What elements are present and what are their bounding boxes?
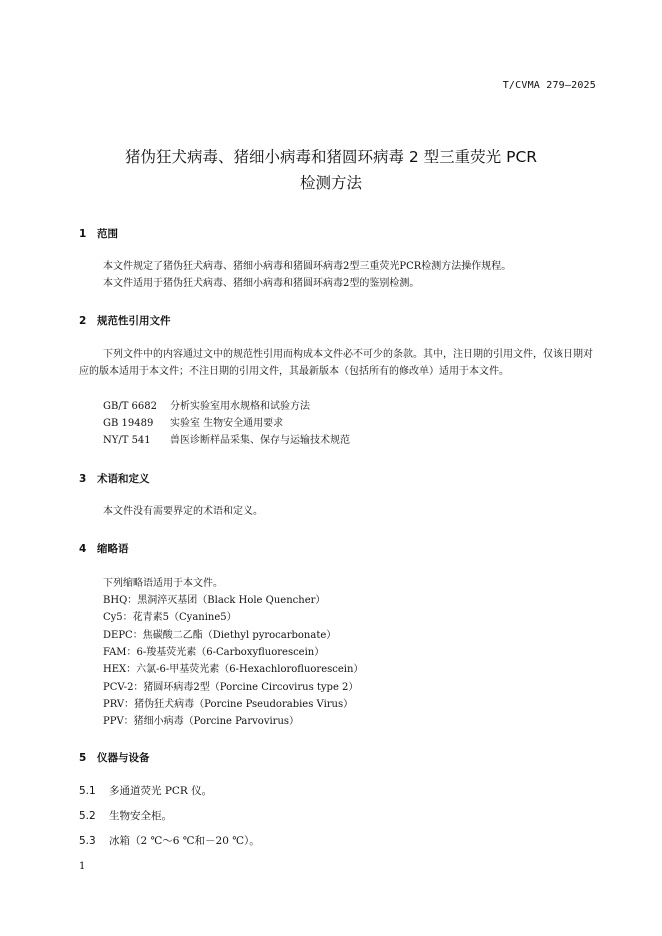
section-2-heading xyxy=(79,313,171,328)
equipment-item xyxy=(79,833,260,848)
item-text: 生物安全柜。 xyxy=(109,810,172,822)
section-number: 4 xyxy=(79,543,87,555)
title-line-1: 猪伪狂犬病毒、猪细小病毒和猪圆环病毒 2 型三重荧光 PCR xyxy=(124,148,538,166)
scope-paragraph-1: 本文件规定了猪伪狂犬病毒、猪细小病毒和猪圆环病毒2型三重荧光PCR检测方法操作规程。 xyxy=(103,261,512,272)
title-line-2: 检测方法 xyxy=(299,174,362,192)
item-number: 5.3 xyxy=(79,835,96,847)
abbreviations-intro: 下列缩略语适用于本文件。 xyxy=(103,578,223,589)
item-number: 5.2 xyxy=(79,810,96,822)
section-number: 2 xyxy=(79,315,87,327)
section-title: 仪器与设备 xyxy=(97,752,150,764)
reference-item xyxy=(103,431,350,446)
references-intro: 下列文件中的内容通过文中的规范性引用而构成本文件必不可少的条款。其中，注日期的引用文件，仅该日期对应的版本适用于本文件；不注日期的引用文件，其最新版本（包括所有的修改单）适用于本文件。 xyxy=(79,349,593,377)
section-title: 术语和定义 xyxy=(97,473,150,485)
abbreviation-item: PPV：猪细小病毒（Porcine Parvovirus） xyxy=(103,716,300,727)
abbreviation-item: PCV-2：猪圆环病毒2型（Porcine Circovirus type 2） xyxy=(103,682,359,693)
abbreviation-item: BHQ：黑洞淬灭基团（Black Hole Quencher） xyxy=(103,595,326,606)
section-3-heading xyxy=(79,471,150,486)
abbreviation-item: PRV：猪伪狂犬病毒（Porcine Pseudorabies Virus） xyxy=(103,699,354,710)
section-number: 1 xyxy=(79,228,87,240)
document-title xyxy=(0,144,662,196)
reference-title: 兽医诊断样品采集、保存与运输技术规范 xyxy=(170,435,350,446)
standard-code: T/CVMA 279—2025 xyxy=(502,80,596,91)
reference-item xyxy=(103,397,310,412)
reference-title: 实验室 生物安全通用要求 xyxy=(170,418,284,429)
reference-code: GB 19489 xyxy=(103,418,154,429)
section-number: 5 xyxy=(79,752,87,764)
section-title: 规范性引用文件 xyxy=(97,315,171,327)
section-1-heading xyxy=(79,226,118,241)
reference-title: 分析实验室用水规格和试验方法 xyxy=(170,401,310,412)
section-number: 3 xyxy=(79,473,87,485)
section-title: 范围 xyxy=(97,228,118,240)
section-5-heading xyxy=(79,750,150,765)
scope-paragraph-2: 本文件适用于猪伪狂犬病毒、猪细小病毒和猪圆环病毒2型的鉴别检测。 xyxy=(103,278,420,289)
equipment-item xyxy=(79,783,212,798)
equipment-item xyxy=(79,808,172,823)
abbreviation-item: FAM：6-羧基荧光素（6-Carboxyfluorescein） xyxy=(103,647,325,658)
reference-code: NY/T 541 xyxy=(103,435,151,446)
abbreviation-item: DEPC：焦碳酸二乙酯（Diethyl pyrocarbonate） xyxy=(103,630,337,641)
section-title: 缩略语 xyxy=(97,543,129,555)
terms-paragraph: 本文件没有需要界定的术语和定义。 xyxy=(103,506,263,517)
section-4-heading xyxy=(79,541,129,556)
reference-code: GB/T 6682 xyxy=(103,401,158,412)
page-number: 1 xyxy=(79,861,86,872)
reference-item xyxy=(103,414,283,429)
item-text: 冰箱（2 ℃～6 ℃和－20 ℃）。 xyxy=(109,835,260,847)
item-text: 多通道荧光 PCR 仪。 xyxy=(109,785,213,797)
abbreviation-item: Cy5：花青素5（Cyanine5） xyxy=(103,612,237,623)
item-number: 5.1 xyxy=(79,785,96,797)
abbreviation-item: HEX：六氯-6-甲基荧光素（6-Hexachlorofluorescein） xyxy=(103,664,364,675)
